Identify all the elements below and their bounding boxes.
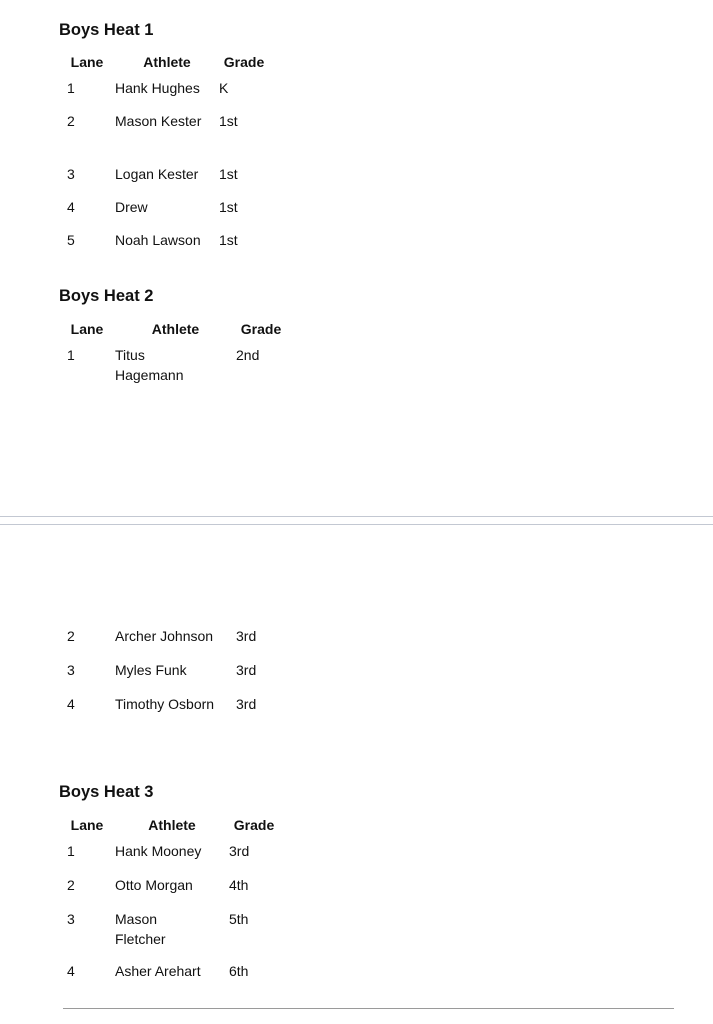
table-row	[59, 197, 269, 230]
heat-1-header-row	[59, 45, 269, 78]
athlete-cell: Hank Hughes	[115, 80, 200, 96]
lane-cell: 3	[67, 911, 75, 927]
table-row	[59, 230, 269, 263]
athlete-cell: Asher Arehart	[115, 963, 201, 979]
grade-cell: 1st	[219, 113, 238, 129]
athlete-cell: Drew	[115, 199, 148, 215]
heat-2-title: Boys Heat 2	[59, 287, 154, 305]
table-row	[59, 111, 269, 164]
lane-cell: 3	[67, 662, 75, 678]
grade-cell: 5th	[229, 911, 249, 927]
lane-cell: 4	[67, 199, 75, 215]
table-row	[59, 909, 279, 961]
table-row	[59, 841, 279, 875]
grade-cell: 1st	[219, 232, 238, 248]
athlete-cell: Archer Johnson	[115, 628, 214, 644]
grade-cell: 3rd	[229, 843, 250, 859]
athlete-cell: Myles Funk	[115, 662, 187, 678]
grade-cell: 6th	[229, 963, 249, 979]
grade-cell: 2nd	[236, 347, 260, 363]
lane-header: Lane	[70, 816, 104, 833]
lane-cell: 5	[67, 232, 75, 248]
heat-3-title: Boys Heat 3	[59, 783, 154, 801]
table-row	[59, 345, 286, 398]
athlete-cell: Logan Kester	[115, 166, 199, 182]
grade-cell: 1st	[219, 166, 238, 182]
grade-header: Grade	[233, 816, 275, 833]
lane-cell: 3	[67, 166, 75, 182]
grade-header: Grade	[240, 320, 282, 337]
grade-header: Grade	[223, 53, 265, 70]
heat-3-table	[59, 808, 279, 995]
lane-cell: 1	[67, 347, 75, 363]
grade-cell: 3rd	[236, 662, 257, 678]
lane-cell: 2	[67, 877, 75, 893]
athlete-cell: Hank Mooney	[115, 843, 202, 859]
table-row	[59, 164, 269, 197]
lane-cell: 4	[67, 696, 75, 712]
heat-2-table-continued	[59, 626, 286, 728]
athlete-header: Athlete	[151, 320, 200, 337]
heat-2-table	[59, 312, 286, 398]
athlete-cell: Timothy Osborn	[115, 696, 215, 712]
athlete-header: Athlete	[143, 53, 191, 70]
athlete-cell: Mason Fletcher	[115, 911, 166, 947]
grade-cell: 4th	[229, 877, 249, 893]
lane-cell: 1	[67, 843, 75, 859]
heat-2-header-row	[59, 312, 286, 345]
lane-header: Lane	[70, 53, 104, 70]
lane-cell: 2	[67, 113, 75, 129]
grade-cell: 3rd	[236, 696, 257, 712]
athlete-cell: Titus Hagemann	[115, 347, 184, 383]
heat-1-title: Boys Heat 1	[59, 21, 154, 39]
page-break	[0, 516, 713, 525]
grade-cell: 3rd	[236, 628, 257, 644]
table-row	[59, 875, 279, 909]
athlete-header: Athlete	[148, 816, 196, 833]
grade-cell: K	[219, 80, 229, 96]
athlete-cell: Otto Morgan	[115, 877, 193, 893]
athlete-cell: Mason Kester	[115, 113, 202, 129]
table-row	[59, 78, 269, 111]
lane-header: Lane	[70, 320, 104, 337]
lane-cell: 2	[67, 628, 75, 644]
lane-cell: 1	[67, 80, 75, 96]
athlete-cell: Noah Lawson	[115, 232, 201, 248]
heat-3-header-row	[59, 808, 279, 841]
lane-cell: 4	[67, 963, 75, 979]
heat-1-table	[59, 45, 269, 263]
divider	[63, 1008, 674, 1009]
page-2	[0, 525, 713, 1024]
table-row	[59, 961, 279, 995]
table-row	[59, 694, 286, 728]
table-row	[59, 626, 286, 660]
table-row	[59, 660, 286, 694]
grade-cell: 1st	[219, 199, 238, 215]
